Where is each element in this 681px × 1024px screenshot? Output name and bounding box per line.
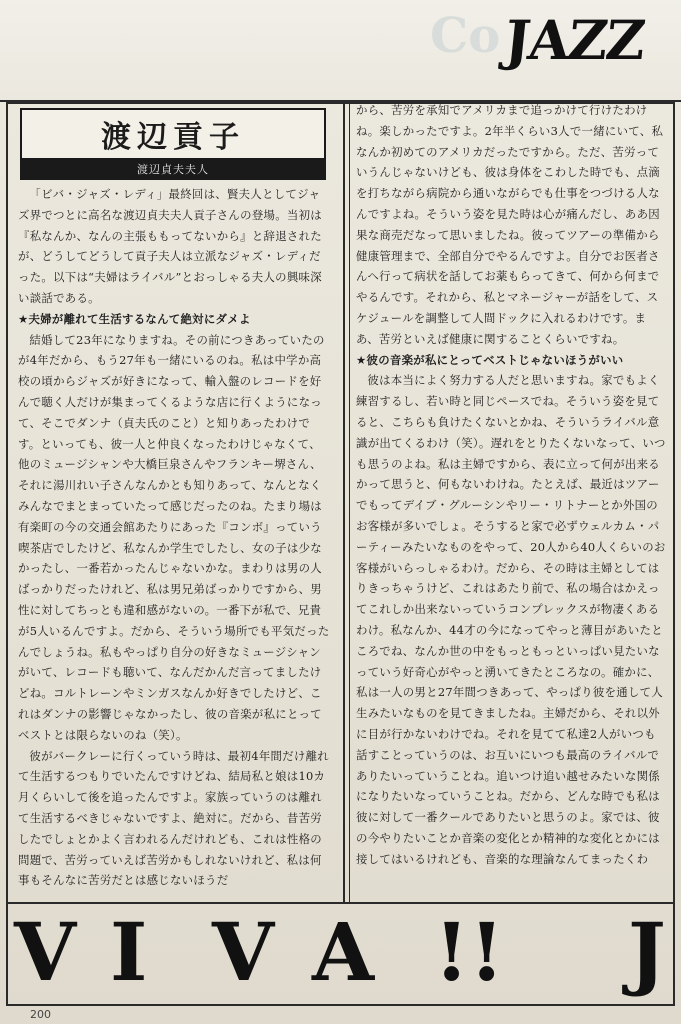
header-band — [0, 0, 681, 102]
viva-letter: J — [628, 905, 666, 999]
viva-letter: I — [110, 905, 148, 999]
article-title: 渡辺貢子 — [101, 120, 245, 155]
viva-letter: A — [312, 905, 375, 999]
title-box — [20, 108, 326, 160]
right-column-heading: ★彼の音楽が私にとってベストじゃないほうがいい — [356, 352, 624, 367]
column-divider — [343, 102, 345, 902]
left-column-heading: ★夫婦が離れて生活するなんて絶対にダメよ — [18, 311, 251, 326]
viva-letter: V — [212, 905, 275, 999]
right-column-paragraph: 彼は本当によく努力する人だと思いますね。家でもよく練習するし、若い時と同じペースでね。そういう姿を見てると、こちらも負けたくないとかね、そういうライバル意識が出てくるわけ（笑）。遅れをとりたくないなって、いつも思うのよね。私は主婦ですから、表に立って何が出来るかって思うと、何もないわけね。たとえば、最近はツアーでもってデイブ・グルーシンやリー・リトナーとか外国のお客様が多いでしょ。そうすると家で必ずウェルカム・パーティーみたいなものをやって、20人から40人くらいのお客様がいらっしゃるわけ。だから、その時は主婦としてはりきっちゃうけど、これはあたり前で、私の場合はかえってこれしか出来ないっていうコンプレックスが物凄くあるわけ。私なんか、44才の今になってやっと薄目があいたところでね、なんか世の中をもっともっといっぱい見たいなっていう好奇心がやっと湧いてきたところなの。確かに、私は一人の男と27年間つきあって、やっぱり彼を通して人生みたいなものを見てきましたね。主婦だから、それ以外に目が行かないわけでね。それを見てて私達2人がいつも話すことっていうのは、お互いにいつも最高のライバルでありたいっていうことね。追いつけ追い越せみたいな関係になりたいなっていうことね。だから、どんな時でも私は彼に対して一番クールでありたいと思うのよ。家では、彼の今やりたいことか音楽の変化とか精神的な変化とかには接してはいるけれども、音楽的な理論なんてまったくわ — [356, 373, 666, 866]
viva-letter: !! — [434, 905, 505, 999]
left-column-paragraph: 結婚して23年になりますね。その前につきあっていたのが4年だから、もう27年も一緒にいるのね。私は中学か高校の頃からジャズが好きになって、輸入盤のレコードを好んで聴く人だけが集まってくるような店に行くようになって、そこでダンナ（貞夫氏のこと）と知りあったわけです。といっても、彼一人と仲良くなったわけじゃなくて、他のミュージシャンや大橋巨泉さんやフランキー堺さん、それに湯川れい子さんなんかとも知りあって、なんとなくみんなでまとまっていたって感じだったのね。たまり場は有楽町の今の交通会館あたりにあった『コンボ』っていう喫茶店でしたけど、私なんか学生でしたし、女の子は少なかったし、一番若かったんじゃないかな。まわりは男の人ばっかりだったけれど、私は男兄弟ばっかりですから、男性に対してちっとも違和感がないの。一番下が私で、兄貴が5人いるんですよ。だから、そういう場所でも平気だったんでしょうね。私もやっぱり自分の好きなミュージシャンがいて、レコードも聴いて、なんだかんだ言ってましたけどね。コルトレーンやミンガスなんか好きでしたけど、これはダンナの影響じゃなかったし、彼の音楽が私にとってベストとは限らないのね（笑）。 — [18, 332, 330, 742]
article-subtitle: 渡辺貞夫夫人 — [137, 163, 209, 176]
viva-letter: V — [14, 905, 77, 999]
column-divider-inner — [349, 102, 350, 902]
left-column-text — [18, 184, 330, 891]
right-column-paragraph: から、苦労を承知でアメリカまで追っかけて行けたわけね。楽しかったですよ。2年半くらい3人で一緒にいて、私なんか初めてのアメリカだったですから。ただ、苦労っていうんじゃないけども、彼は身体をこわした時でも、点滴を打ちながら病院から通いながらでも仕事をつづける人なんですよね。そういう姿を見た時は心が痛んだし、ああ因果な商売だなって思いましたね。彼ってツアーの準備から健康管理まで、全部自分でやるんですよ。自分でお医者さんへ行って病状を話してお薬もらってきて、何から何までやるんです。それから、私とマネージャーが話をして、スケジュールを調整して人間ドックに入れるわけです。まあ、苦労といえば健康に関することくらいですね。 — [356, 103, 664, 346]
page-number: 200 — [30, 1008, 51, 1021]
left-column-paragraph: 「ビバ・ジャズ・レディ」最終回は、賢夫人としてジャズ界でつとに高名な渡辺貞夫夫人貢子さんの登場。当初は『私なんか、なんの主張ももってないから』と辞退されたが、どうしてどうして貢子夫人は立派なジャズ・レディだった。以下は“夫婦はライバル”とおっしゃる夫人の興味深い談話である。 — [18, 187, 322, 305]
left-column-paragraph: 彼がバークレーに行くっていう時は、最初4年間だけ離れて生活するつもりでいたんですけどね、結局私と娘は10カ月くらいして後を追ったんですよ。家族っていうのは離れて生活するべきじゃないですよ、絶対に。だから、昔苦労したでしょとかよく言われるんだけれども、これは性格の問題で、苦労っていえば苦労かもしれないけれど、私は何事もそんなに苦労だとは感じないほうだ — [18, 748, 329, 888]
ghost-artwork: Co — [430, 8, 501, 64]
right-column-text — [356, 100, 666, 869]
jazz-logo: JAZZ — [501, 8, 647, 72]
subtitle-bar — [20, 158, 326, 180]
